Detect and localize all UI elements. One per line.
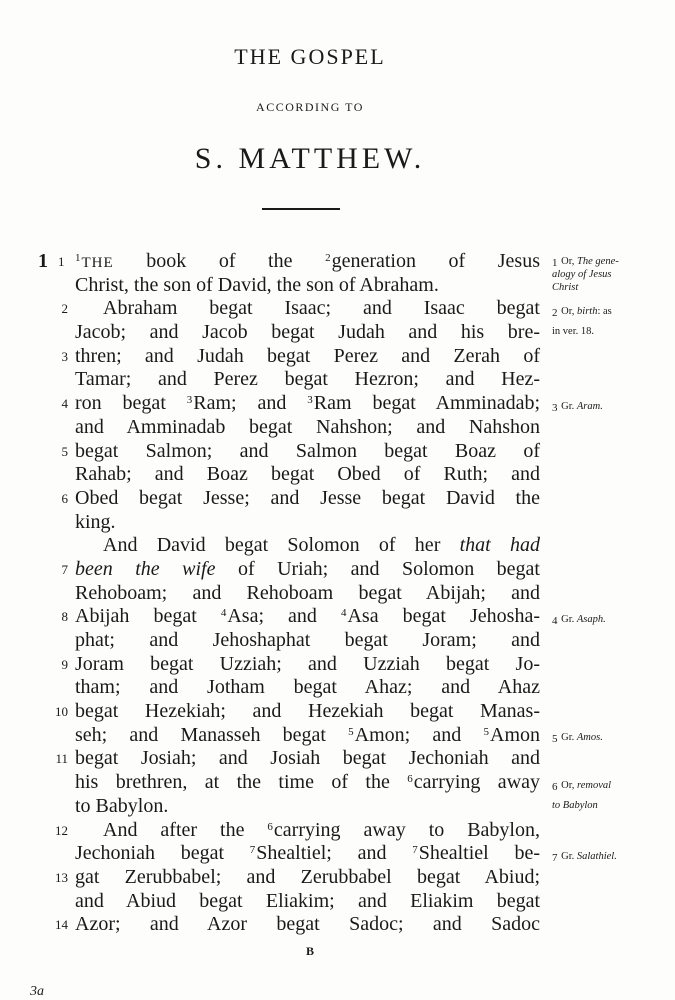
line-text xyxy=(75,345,540,369)
text-run: Or, xyxy=(558,256,578,267)
margin-note xyxy=(552,613,670,626)
line-text xyxy=(75,890,540,914)
chapter-number: 1 xyxy=(38,250,48,272)
text-run: Rehoboam; and Rehoboam begat Abijah; and xyxy=(75,581,540,604)
text-line xyxy=(30,653,550,677)
verse-number: 14 xyxy=(55,917,68,933)
text-run: to Babylon. xyxy=(75,794,169,817)
text-run: Azor; and Azor begat Sadoc; and Sadoc xyxy=(75,913,540,936)
text-run: begat Salmon; and Salmon begat Boaz of xyxy=(75,439,540,462)
line-text xyxy=(75,274,540,298)
text-line xyxy=(30,534,550,558)
note-marker: 4 xyxy=(340,607,347,620)
line-text xyxy=(75,321,540,345)
verse-number: 3 xyxy=(61,348,68,364)
line-text xyxy=(75,392,540,416)
text-line xyxy=(30,463,550,487)
line-text xyxy=(75,653,540,677)
text-run: his brethren, at the time of the xyxy=(75,771,408,794)
note-marker: 7 xyxy=(412,844,418,857)
line-text xyxy=(75,250,540,276)
verse-number: 11 xyxy=(55,751,68,767)
italic-text: Asaph. xyxy=(576,613,606,625)
line-text xyxy=(75,534,540,558)
italic-text: The gene- xyxy=(577,256,619,267)
note-marker: 7 xyxy=(249,844,256,857)
note-marker: 6 xyxy=(267,820,273,833)
text-line xyxy=(30,842,550,866)
text-run: Asa; and xyxy=(227,605,341,628)
text-line xyxy=(30,866,550,890)
italic-text: removal xyxy=(577,779,612,791)
text-run: begat Josiah; and Josiah begat Jechoniah and xyxy=(75,747,540,770)
verse-number: 13 xyxy=(55,869,68,885)
note-marker: 6 xyxy=(552,780,558,793)
book-name: S. MATTHEW. xyxy=(194,142,426,175)
text-run: Christ, the son of David, the son of Abraham. xyxy=(75,273,439,296)
text-line xyxy=(30,321,550,345)
text-run: And after the xyxy=(103,818,268,841)
text-line xyxy=(30,274,550,298)
margin-note xyxy=(552,850,670,863)
note-marker: 3 xyxy=(307,394,313,407)
italic-text: Salathiel. xyxy=(576,850,617,862)
verse-number: 2 xyxy=(61,301,68,317)
margin-note xyxy=(552,779,670,792)
margin-note xyxy=(552,281,670,294)
text-line xyxy=(30,676,550,700)
text-line xyxy=(30,629,550,653)
line-text xyxy=(75,842,540,866)
note-marker: 3 xyxy=(552,401,558,414)
text-run: Obed begat Jesse; and Jesse begat David the xyxy=(75,486,540,509)
handwritten-mark: 3a xyxy=(30,984,44,999)
verse-text xyxy=(30,250,550,937)
italic-text: birth xyxy=(577,305,598,317)
italic-text: been the wife xyxy=(75,557,216,580)
italic-text: to Babylon xyxy=(552,799,598,811)
note-marker: 5 xyxy=(348,725,354,738)
text-run: Ram begat Amminadab; xyxy=(313,392,540,415)
text-line xyxy=(30,297,550,321)
text-run: Ram; and xyxy=(193,392,308,415)
line-text xyxy=(75,558,540,582)
text-run: thren; and Judah begat Perez and Zerah of xyxy=(75,344,540,367)
text-run: : as xyxy=(597,305,612,317)
line-text xyxy=(75,771,540,795)
text-run: Shealtiel; and xyxy=(256,842,413,865)
text-line xyxy=(30,558,550,582)
text-run: king. xyxy=(75,510,116,533)
text-run: Gr. xyxy=(558,850,577,862)
text-line xyxy=(30,913,550,937)
text-line xyxy=(30,511,550,535)
italic-text: alogy of Jesus xyxy=(552,269,612,281)
text-run: Gr. xyxy=(558,400,577,412)
text-line xyxy=(30,819,550,843)
text-line xyxy=(30,724,550,748)
margin-note xyxy=(552,400,670,413)
line-text xyxy=(75,416,540,440)
text-run: and Abiud begat Eliakim; and Eliakim begat xyxy=(75,889,540,912)
verse-number: 5 xyxy=(61,443,68,459)
note-marker: 2 xyxy=(552,306,558,319)
text-run: in ver. 18. xyxy=(552,325,594,337)
line-text xyxy=(75,582,540,606)
margin-note xyxy=(552,731,670,744)
note-marker: 3 xyxy=(186,394,193,407)
text-line xyxy=(30,250,550,274)
text-run: Joram begat Uzziah; and Uzziah begat Jo- xyxy=(75,652,540,675)
line-text xyxy=(75,747,540,771)
text-line xyxy=(30,747,550,771)
text-line xyxy=(30,795,550,819)
line-text xyxy=(75,511,540,535)
verse-number: 6 xyxy=(61,490,68,506)
text-line xyxy=(30,392,550,416)
note-marker: 5 xyxy=(483,725,489,738)
text-run: And David begat Solomon of her xyxy=(103,534,460,557)
text-run: Gr. xyxy=(558,732,577,744)
text-line xyxy=(30,440,550,464)
verse-number: 4 xyxy=(61,396,68,412)
text-line xyxy=(30,416,550,440)
text-run: Gr. xyxy=(558,613,577,625)
margin-note xyxy=(552,305,670,318)
text-run: Amon xyxy=(490,723,540,746)
line-text xyxy=(75,297,540,321)
text-run: begat Hezekiah; and Hezekiah begat Manas- xyxy=(75,700,540,723)
text-run: ron begat xyxy=(75,392,187,415)
note-marker: 1 xyxy=(75,252,81,264)
line-text xyxy=(75,819,540,843)
folio-signature: B xyxy=(305,944,314,958)
line-text xyxy=(75,913,540,937)
line-text xyxy=(75,700,540,724)
line-text xyxy=(75,605,540,629)
text-line xyxy=(30,582,550,606)
text-line xyxy=(30,368,550,392)
text-line xyxy=(30,487,550,511)
text-run: tham; and Jotham begat Ahaz; and Ahaz xyxy=(75,676,540,699)
text-line xyxy=(30,890,550,914)
line-text xyxy=(75,795,540,819)
line-text xyxy=(75,368,540,392)
verse-number: 10 xyxy=(55,704,68,720)
title-rule xyxy=(262,208,340,210)
line-text xyxy=(75,724,540,748)
italic-text: Amos. xyxy=(576,732,603,744)
note-marker: 4 xyxy=(220,607,227,620)
text-run: of Uriah; and Solomon begat xyxy=(215,557,540,580)
note-marker: 4 xyxy=(552,614,558,627)
line-text xyxy=(75,629,540,653)
text-run: book of the xyxy=(113,250,326,272)
verse-number: 9 xyxy=(61,656,68,672)
small-caps-text: THE xyxy=(81,255,114,271)
book-title: THE GOSPEL xyxy=(234,44,386,69)
text-run: Asa begat Jehosha- xyxy=(347,605,540,628)
text-run: phat; and Jehoshaphat begat Joram; and xyxy=(75,629,540,651)
text-run: Abijah begat xyxy=(75,605,221,628)
line-text xyxy=(75,676,540,700)
book-subtitle: ACCORDING TO xyxy=(256,100,364,114)
note-marker: 2 xyxy=(325,252,331,264)
text-run: Shealtiel be- xyxy=(418,842,540,865)
text-run: seh; and Manasseh begat xyxy=(75,723,349,746)
text-run: Jacob; and Jacob begat Judah and his bre- xyxy=(75,321,540,344)
line-text xyxy=(75,487,540,511)
text-run: gat Zerubbabel; and Zerubbabel begat Abiud; xyxy=(75,865,540,888)
line-text xyxy=(75,463,540,487)
text-line xyxy=(30,605,550,629)
verse-number: 12 xyxy=(55,822,68,838)
text-run: and Amminadab begat Nahshon; and Nahshon xyxy=(75,415,540,438)
text-run: Tamar; and Perez begat Hezron; and Hez- xyxy=(75,368,540,391)
text-run: Rahab; and Boaz begat Obed of Ruth; and xyxy=(75,463,540,486)
text-run: Amon; and xyxy=(354,723,484,746)
text-run: Jechoniah begat xyxy=(75,842,250,865)
text-line xyxy=(30,700,550,724)
text-run: Or, xyxy=(558,779,578,791)
text-line xyxy=(30,771,550,795)
italic-text: Aram. xyxy=(576,400,603,412)
line-text xyxy=(75,866,540,890)
note-marker: 6 xyxy=(407,773,413,786)
margin-note xyxy=(552,255,670,268)
text-run: generation of Jesus xyxy=(331,250,540,272)
note-marker: 7 xyxy=(552,851,558,864)
verse-number: 7 xyxy=(61,561,68,577)
italic-text: that had xyxy=(459,534,540,557)
text-line xyxy=(30,345,550,369)
italic-text: Christ xyxy=(552,282,579,294)
margin-note xyxy=(552,799,670,812)
note-marker: 1 xyxy=(552,257,558,269)
margin-note xyxy=(552,268,670,281)
verse-number: 8 xyxy=(61,609,68,625)
margin-note xyxy=(552,325,670,338)
verse-number: 1 xyxy=(58,254,65,269)
text-run: carrying away xyxy=(413,771,541,794)
line-text xyxy=(75,440,540,464)
text-run: carrying away to Babylon, xyxy=(273,818,540,841)
text-run: Or, xyxy=(558,305,578,317)
text-run: Abraham begat Isaac; and Isaac begat xyxy=(103,297,540,320)
note-marker: 5 xyxy=(552,733,558,746)
